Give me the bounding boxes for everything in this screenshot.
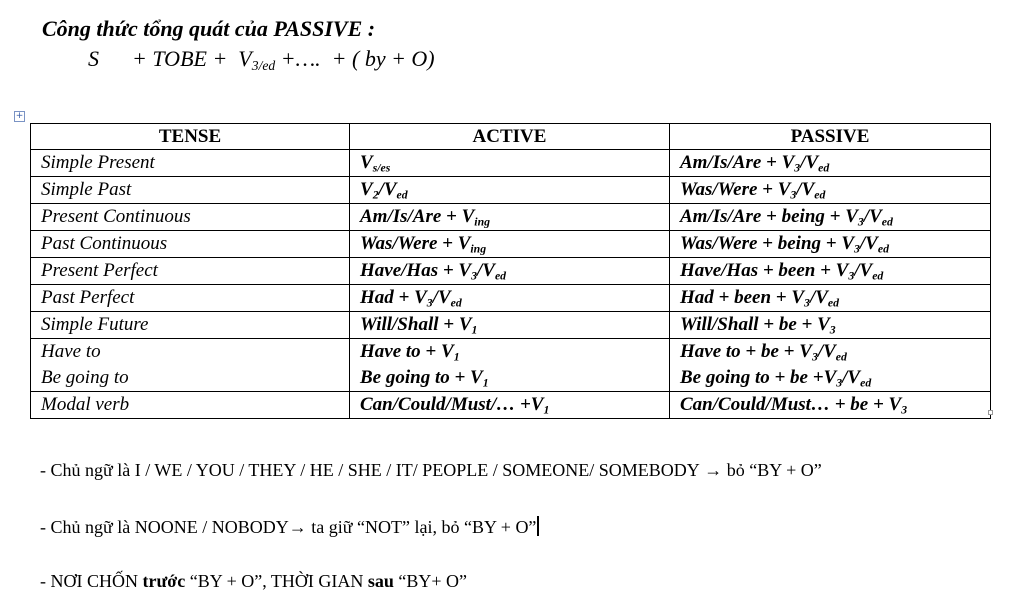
table-move-handle[interactable]: +	[15, 111, 24, 121]
formula-rest: +….	[280, 46, 327, 71]
tense-cell: Simple Future	[31, 312, 350, 339]
table-row	[31, 339, 991, 392]
active-form-cell: Was/Were + $V_{ing}$	[350, 231, 670, 258]
table-row	[31, 312, 991, 339]
page-title: Công thức tổng quát của PASSIVE :	[42, 16, 376, 41]
table-row	[31, 231, 991, 258]
tense-cell: Present Continuous	[31, 204, 350, 231]
table-row	[31, 285, 991, 312]
passive-form-cell: Have to + be + $V_3/V_{ed}$ Be going to + be $+V_3/V_{ed}$	[670, 339, 991, 392]
passive-form-cell: Was/Were + $V_3/V_{ed}$	[670, 177, 991, 204]
active-form-cell: Have to + $V_1$ Be going to + $V_1$	[350, 339, 670, 392]
tense-cell: Simple Present	[31, 150, 350, 177]
table-header-row	[31, 124, 991, 150]
passive-form-cell: Had + been + $V_3/V_{ed}$	[670, 285, 991, 312]
active-form-cell: $Am/Is/Are + V_{ing}$	[350, 204, 670, 231]
active-form-cell: Had + $V_3/V_{ed}$	[350, 285, 670, 312]
formula-tobe: + TOBE +	[132, 46, 228, 71]
tense-cell: Modal verb	[31, 392, 350, 419]
active-form-cell: $V_2/V_{ed}$	[350, 177, 670, 204]
formula-verb: $V_{3/ed}$	[238, 46, 276, 73]
table-row	[31, 204, 991, 231]
tense-cell: Have to Be going to	[31, 339, 350, 392]
note-subject-noone: - Chủ ngữ là NOONE / NOBODY→ ta giữ “NOT” lại, bỏ “BY + O”	[40, 516, 539, 538]
active-form-cell: Will/Shall + $V_1$	[350, 312, 670, 339]
table-resize-handle[interactable]	[988, 410, 993, 415]
passive-form-cell: Can/Could/Must… + be + $V_3$	[670, 392, 991, 419]
passive-form-cell: $Am/Is/Are + V_3/V_{ed}$	[670, 150, 991, 177]
active-form-cell: Have/Has + $V_3/V_{ed}$	[350, 258, 670, 285]
tense-cell: Past Continuous	[31, 231, 350, 258]
passive-form-cell: Will/Shall + be + $V_3$	[670, 312, 991, 339]
passive-form-cell: Have/Has + been + $V_3/V_{ed}$	[670, 258, 991, 285]
table-row	[31, 150, 991, 177]
active-form-cell: $V_{s/es}$	[350, 150, 670, 177]
header-active: ACTIVE	[350, 124, 670, 150]
text-cursor	[537, 516, 539, 536]
table-row	[31, 392, 991, 419]
table-row	[31, 177, 991, 204]
formula-subject: S	[88, 46, 99, 71]
passive-formula	[88, 46, 435, 72]
passive-form-cell: Was/Were + being + $V_3/V_{ed}$	[670, 231, 991, 258]
header-tense: TENSE	[31, 124, 350, 150]
active-form-cell: Can/Could/Must/… $+V_1$	[350, 392, 670, 419]
note-subject-pronoun: - Chủ ngữ là I / WE / YOU / THEY / HE / SHE / IT/ PEOPLE / SOMEONE/ SOMEBODY → bỏ “BY + O”	[40, 460, 822, 480]
formula-by-object: + ( by + O)	[331, 46, 435, 71]
tense-cell: Present Perfect	[31, 258, 350, 285]
header-passive: PASSIVE	[670, 124, 991, 150]
passive-form-cell: Am/Is/Are + being + $V_3/V_{ed}$	[670, 204, 991, 231]
passive-tense-table	[30, 123, 991, 419]
tense-cell: Past Perfect	[31, 285, 350, 312]
note-place-time: - NƠI CHỐN trước “BY + O”, THỜI GIAN sau “BY+ O”	[40, 571, 468, 591]
table-row	[31, 258, 991, 285]
tense-cell: Simple Past	[31, 177, 350, 204]
